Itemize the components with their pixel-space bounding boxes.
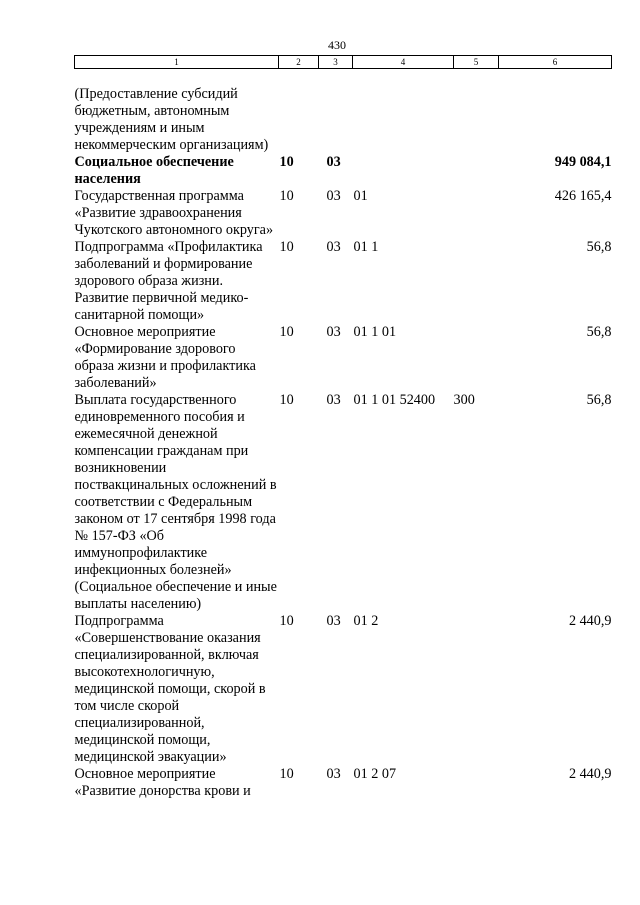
cell-podrazdel: 03 bbox=[326, 392, 341, 408]
cell-podrazdel: 03 bbox=[326, 613, 341, 629]
cell-expense-type bbox=[454, 69, 499, 155]
cell-podrazdel: 03 bbox=[326, 324, 341, 340]
cell-target-article: 01 1 01 bbox=[353, 324, 397, 340]
cell-razdel: 10 bbox=[279, 766, 294, 782]
cell-expense-type bbox=[454, 188, 499, 239]
cell-expense-type bbox=[454, 324, 499, 392]
cell-name: Выплата государственного единовременного пособия и ежемесячной денежной компенсации гражданам при возникновении поствакцинальных осложнений в соответствии с Федеральным законом от 17 сентября 1998 года № 157-ФЗ «Об иммунопрофилактике инфекционных болезней» (Социальное обеспечение и иные выплаты населению) bbox=[74, 392, 277, 612]
cell-podrazdel bbox=[319, 69, 353, 155]
cell-sum: 949 084,1 bbox=[554, 154, 612, 170]
column-number-razdel: 2 bbox=[279, 56, 319, 69]
cell-podrazdel: 03 bbox=[326, 239, 341, 255]
column-number-name: 1 bbox=[75, 56, 279, 69]
page-number: 430 bbox=[328, 38, 346, 52]
column-number-csr: 4 bbox=[353, 56, 454, 69]
budget-table bbox=[74, 55, 612, 800]
table-row bbox=[75, 239, 612, 324]
cell-expense-type: 300 bbox=[453, 392, 475, 408]
cell-name: Подпрограмма «Совершенствование оказания специализированной, включая высокотехнологичную, медицинской помощи, скорой в том числе скорой специализированной, медицинской помощи, медицинской эвакуации» bbox=[74, 613, 266, 765]
cell-razdel bbox=[279, 69, 319, 155]
cell-expense-type bbox=[454, 613, 499, 766]
table-row bbox=[75, 392, 612, 613]
column-number-sum: 6 bbox=[499, 56, 612, 69]
cell-name: Подпрограмма «Профилактика заболеваний и формирование здорового образа жизни. Развитие первичной медико-санитарной помощи» bbox=[74, 239, 263, 323]
table-row bbox=[75, 613, 612, 766]
cell-razdel: 10 bbox=[279, 392, 294, 408]
cell-sum: 2 440,9 bbox=[568, 613, 612, 629]
cell-target-article: 01 2 bbox=[353, 613, 379, 629]
cell-target-article bbox=[353, 69, 454, 155]
cell-sum: 56,8 bbox=[586, 324, 612, 340]
cell-podrazdel: 03 bbox=[326, 766, 341, 782]
cell-expense-type bbox=[454, 239, 499, 324]
cell-expense-type bbox=[454, 154, 499, 188]
cell-razdel: 10 bbox=[279, 324, 294, 340]
cell-razdel: 10 bbox=[279, 613, 294, 629]
cell-sum: 56,8 bbox=[586, 392, 612, 408]
cell-sum: 56,8 bbox=[586, 239, 612, 255]
cell-target-article: 01 1 01 52400 bbox=[353, 392, 436, 408]
table-row bbox=[75, 154, 612, 188]
column-number-row bbox=[75, 56, 612, 69]
cell-sum: 426 165,4 bbox=[554, 188, 612, 204]
table-row bbox=[75, 766, 612, 800]
cell-name: Основное мероприятие «Формирование здорового образа жизни и профилактика заболеваний» bbox=[74, 324, 256, 391]
cell-name: (Предоставление субсидий бюджетным, автономным учреждениям и иным некоммерческим организациям) bbox=[74, 86, 269, 153]
cell-sum bbox=[499, 69, 612, 155]
table-row bbox=[75, 69, 612, 155]
cell-sum: 2 440,9 bbox=[568, 766, 612, 782]
cell-name: Государственная программа «Развитие здравоохранения Чукотского автономного округа» bbox=[74, 188, 274, 238]
cell-target-article: 01 bbox=[353, 188, 368, 204]
cell-razdel: 10 bbox=[279, 239, 294, 255]
table-row bbox=[75, 188, 612, 239]
cell-podrazdel: 03 bbox=[326, 154, 341, 170]
cell-name: Социальное обеспечение населения bbox=[74, 154, 234, 187]
cell-razdel: 10 bbox=[279, 154, 294, 170]
column-number-vr: 5 bbox=[454, 56, 499, 69]
column-number-podrazdel: 3 bbox=[319, 56, 353, 69]
cell-name: Основное мероприятие «Развитие донорства крови и bbox=[74, 766, 251, 799]
table-row bbox=[75, 324, 612, 392]
cell-podrazdel: 03 bbox=[326, 188, 341, 204]
cell-target-article: 01 1 bbox=[353, 239, 379, 255]
cell-razdel: 10 bbox=[279, 188, 294, 204]
cell-target-article: 01 2 07 bbox=[353, 766, 397, 782]
cell-target-article bbox=[353, 154, 454, 188]
cell-expense-type bbox=[454, 766, 499, 800]
